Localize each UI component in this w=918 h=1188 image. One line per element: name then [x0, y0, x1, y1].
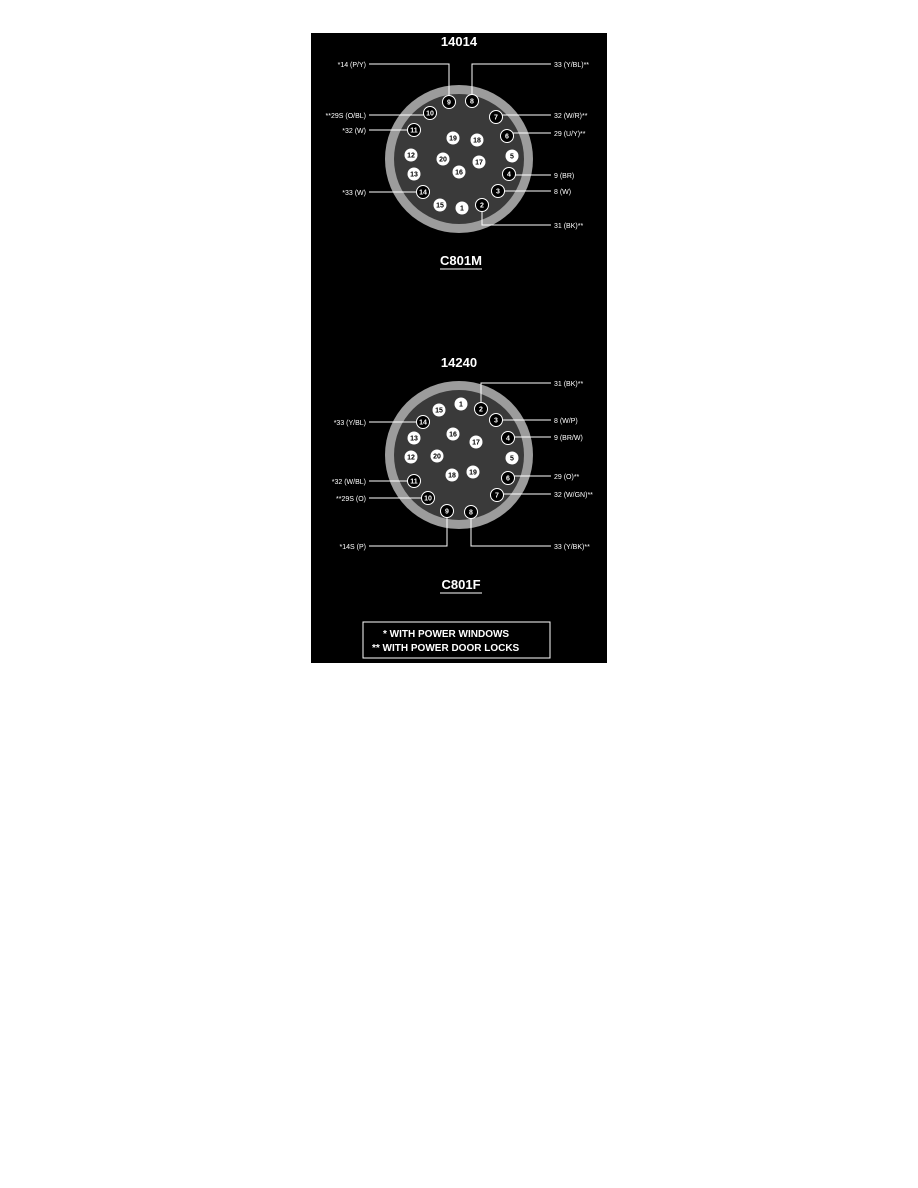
- svg-text:12: 12: [407, 152, 415, 160]
- svg-text:9: 9: [447, 99, 451, 107]
- wire-label: 29 (O)**: [554, 474, 580, 481]
- pin-5: [506, 150, 519, 163]
- pin-5: [506, 452, 519, 465]
- wire-label: *33 (Y/BL): [333, 420, 366, 427]
- svg-text:2: 2: [480, 202, 484, 210]
- svg-text:17: 17: [475, 159, 483, 167]
- wire-label: 32 (W/GN)**: [554, 492, 593, 499]
- pin-16: [447, 428, 460, 441]
- pin-1: [456, 202, 469, 215]
- wire-label: 8 (W/P): [554, 418, 578, 425]
- connector-name: C801M: [440, 253, 482, 268]
- pin-18: [471, 134, 484, 147]
- wire-label: *33 (W): [342, 190, 366, 197]
- wire-label: 33 (Y/BK)**: [554, 544, 590, 551]
- svg-text:3: 3: [496, 188, 500, 196]
- svg-text:7: 7: [495, 492, 499, 500]
- pin-8: [466, 95, 479, 108]
- svg-text:15: 15: [436, 202, 444, 210]
- svg-text:18: 18: [473, 137, 481, 145]
- svg-text:5: 5: [510, 455, 514, 463]
- pin-8: [465, 506, 478, 519]
- pin-11: [408, 475, 421, 488]
- wire-label: 33 (Y/BL)**: [554, 62, 590, 69]
- pin-13: [408, 432, 421, 445]
- wire-label: **29S (O): [336, 496, 366, 503]
- svg-text:4: 4: [506, 435, 510, 443]
- pin-19: [467, 466, 480, 479]
- svg-text:8: 8: [470, 98, 474, 106]
- pin-3: [490, 414, 503, 427]
- connector-part-number: 14014: [440, 34, 478, 49]
- svg-text:8: 8: [469, 509, 473, 517]
- pin-4: [503, 168, 516, 181]
- pin-2: [476, 199, 489, 212]
- svg-text:10: 10: [426, 110, 434, 118]
- svg-text:11: 11: [410, 127, 418, 135]
- pin-20: [431, 450, 444, 463]
- pin-7: [490, 111, 503, 124]
- svg-text:13: 13: [410, 435, 418, 443]
- pin-17: [470, 436, 483, 449]
- wire-label: **29S (O/BL): [325, 113, 366, 120]
- wire-label: 29 (U/Y)**: [554, 131, 586, 138]
- pin-1: [455, 398, 468, 411]
- svg-text:20: 20: [439, 156, 447, 164]
- pin-9: [443, 96, 456, 109]
- connector-part-number: 14240: [440, 355, 478, 370]
- svg-text:10: 10: [424, 495, 432, 503]
- wire-label: 31 (BK)**: [554, 381, 584, 388]
- svg-text:11: 11: [410, 478, 418, 486]
- wire-label: 32 (W/R)**: [554, 113, 588, 120]
- pin-20: [437, 153, 450, 166]
- pin-6: [501, 130, 514, 143]
- legend-power-windows: * WITH POWER WINDOWS: [383, 629, 510, 640]
- wire-label: *14 (P/Y): [337, 62, 366, 69]
- pin-15: [434, 199, 447, 212]
- svg-text:6: 6: [506, 475, 510, 483]
- svg-text:20: 20: [433, 453, 441, 461]
- svg-text:1: 1: [460, 205, 464, 213]
- svg-text:14: 14: [419, 419, 427, 427]
- pin-14: [417, 186, 430, 199]
- wire-label: 9 (BR): [554, 173, 575, 180]
- pin-16: [453, 166, 466, 179]
- svg-text:16: 16: [449, 431, 457, 439]
- svg-text:15: 15: [435, 407, 443, 415]
- wire-label: *32 (W/BL): [331, 479, 366, 486]
- connector-name: C801F: [441, 577, 481, 592]
- svg-text:19: 19: [469, 469, 477, 477]
- pin-11: [408, 124, 421, 137]
- svg-text:4: 4: [507, 171, 511, 179]
- svg-text:14: 14: [419, 189, 427, 197]
- svg-text:2: 2: [479, 406, 483, 414]
- svg-text:9: 9: [445, 508, 449, 516]
- pin-15: [433, 404, 446, 417]
- svg-text:17: 17: [472, 439, 480, 447]
- svg-text:3: 3: [494, 417, 498, 425]
- pin-19: [447, 132, 460, 145]
- wire-label: 31 (BK)**: [554, 223, 584, 230]
- pin-3: [492, 185, 505, 198]
- pin-12: [405, 451, 418, 464]
- pin-13: [408, 168, 421, 181]
- pin-12: [405, 149, 418, 162]
- pin-14: [417, 416, 430, 429]
- wire-label: *32 (W): [342, 128, 366, 135]
- svg-text:1: 1: [459, 401, 463, 409]
- svg-text:13: 13: [410, 171, 418, 179]
- pin-2: [475, 403, 488, 416]
- svg-text:7: 7: [494, 114, 498, 122]
- pin-9: [441, 505, 454, 518]
- svg-text:16: 16: [455, 169, 463, 177]
- wire-label: 8 (W): [554, 189, 572, 196]
- svg-text:6: 6: [505, 133, 509, 141]
- pin-10: [422, 492, 435, 505]
- pin-7: [491, 489, 504, 502]
- pin-18: [446, 469, 459, 482]
- wire-label: 9 (BR/W): [554, 435, 583, 442]
- pin-10: [424, 107, 437, 120]
- wire-label: *14S (P): [339, 544, 366, 551]
- pin-6: [502, 472, 515, 485]
- pin-4: [502, 432, 515, 445]
- pin-17: [473, 156, 486, 169]
- svg-text:19: 19: [449, 135, 457, 143]
- svg-text:12: 12: [407, 454, 415, 462]
- svg-text:5: 5: [510, 153, 514, 161]
- legend-power-door-locks: ** WITH POWER DOOR LOCKS: [372, 643, 520, 654]
- svg-text:18: 18: [448, 472, 456, 480]
